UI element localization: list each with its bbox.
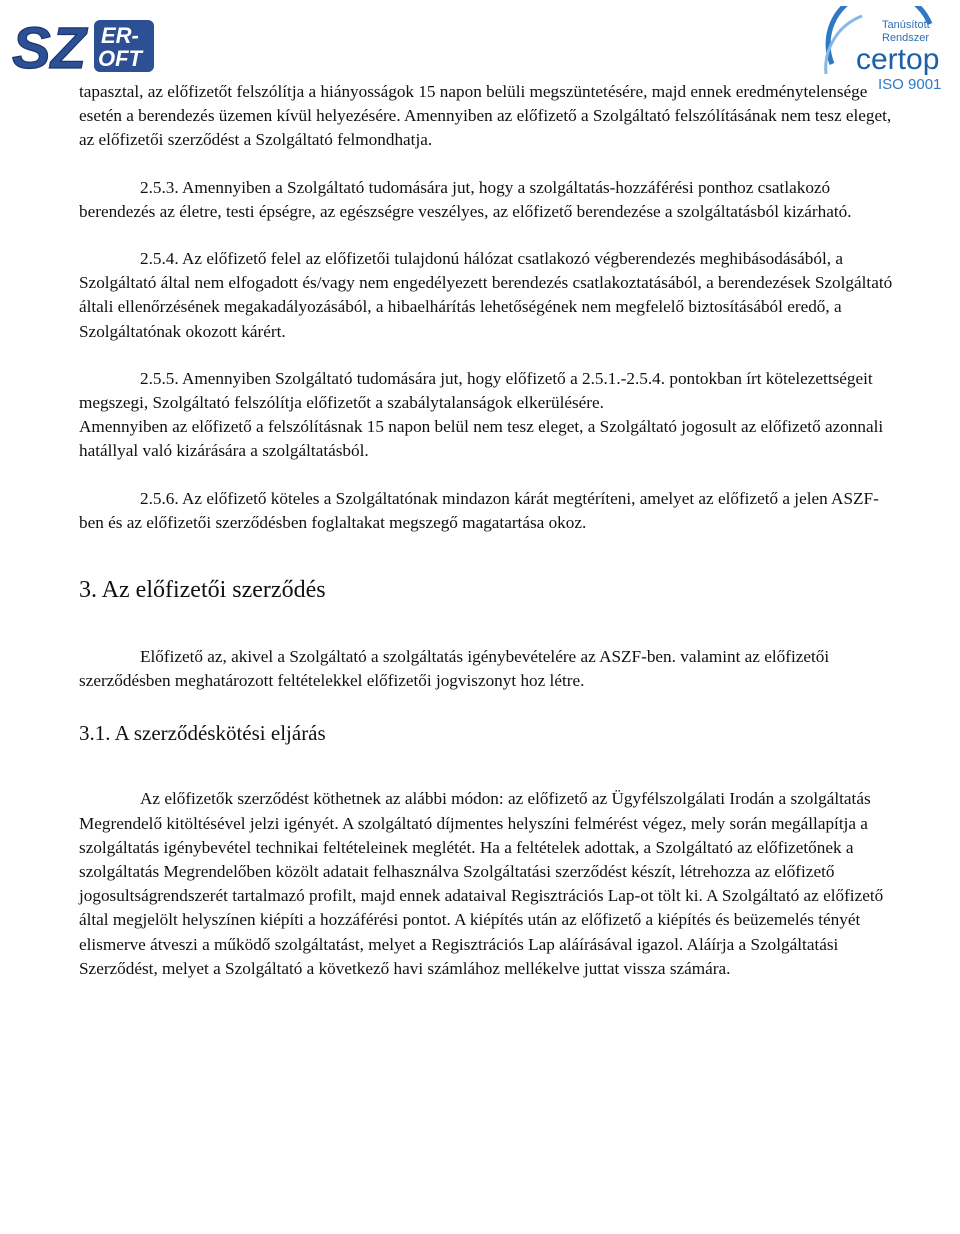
iso-9001-label: ISO 9001: [878, 76, 942, 93]
paragraph-intro: tapasztal, az előfizetőt felszólítja a hiányosságok 15 napon belüli megszüntetésére, majd ennek eredménytelensége esetén a berendezés üzemen kívül helyezésére. Amennyiben az előfizető a Szolgáltató felszólításának nem tesz eleget, az előfizetői szerződést a Szolgáltató felmondhatja.: [79, 82, 892, 150]
szeroft-logo: [8, 10, 158, 78]
section-heading-3-1: 3.1. A szerződéskötési eljárás: [79, 721, 326, 746]
document-body: [79, 80, 894, 981]
paragraph-2-5-4: 2.5.4. Az előfizető felel az előfizetői tulajdonú hálózat csatlakozó végberendezés meghibásodásából, a Szolgáltató által nem elfogadott és/vagy nem engedélyezett berendezés csatlakoztatásából, a berendezések Szolgáltató általi ellenőrzésének megakadályozásából, a hibaelhárítás lehetőségének nem megfelelő biztosításából eredő, a Szolgáltatónak okozott kárért.: [79, 249, 893, 341]
logo-letters-er: ER-: [101, 23, 139, 48]
certop-brand: certop: [856, 43, 940, 76]
paragraph-2-5-5-continued: Amennyiben az előfizető a felszólításnak 15 napon belül nem tesz eleget, a Szolgáltató jogosult az előfizető azonnali hatállyal való kizárására a szolgáltatásból.: [79, 417, 884, 461]
paragraph-2-5-5: 2.5.5. Amennyiben Szolgáltató tudomására jut, hogy előfizető a 2.5.1.-2.5.4. pontokban írt kötelezettségeit megszegi, Szolgáltató felszólítja előfizetőt a szabálytalanságok elkerülésére.: [79, 368, 873, 413]
logo-letters-sz: SZ: [12, 16, 87, 78]
certified-label-line1: Tanúsított: [882, 19, 930, 31]
paragraph-section-3-1: Az előfizetők szerződést köthetnek az alábbi módon: az előfizető az Ügyfélszolgálati Irodán a szolgáltatás Megrendelő kitöltésével jelzi igényét. A szolgáltató díjmentes helyszíni felmérést végez, mely során megállapítja a szolgáltatás igénybevétel technikai feltételeinek meglétét. Ha a feltételek adottak, a Szolgáltató az előfizetőnek a szolgáltatás Megrendelőben közölt adatait felhasználva Szolgáltatási szerződést készít, létrehozza az előfizető jogosultságrendszerét tartalmazó profilt, majd ennek adataival Regisztrációs Lap-ot tölt ki. A Szolgáltató az előfizető által megjelölt helyszínen kiépíti a hozzáférési pontot. A kiépítés után az előfizető a kiépítés és beüzemelés tényét elismerve átveszi a működő szolgáltatást, melyet a Regisztrációs Lap aláírásával igazol. Aláírja a Szolgáltatási Szerződést, melyet a Szolgáltató a következő havi számlához mellékelve juttat vissza számára.: [79, 789, 884, 978]
paragraph-section-3: Előfizető az, akivel a Szolgáltató a szolgáltatás igénybevételére az ASZF-ben. valamint az előfizetői szerződésben meghatározott feltételekkel előfizetői jogviszonyt hoz létre.: [79, 647, 830, 691]
section-heading-3: 3. Az előfizetői szerződés: [79, 577, 326, 604]
logo-letters-oft: OFT: [98, 46, 142, 71]
paragraph-2-5-3: 2.5.3. Amennyiben a Szolgáltató tudomására jut, hogy a szolgáltatás-hozzáférési ponthoz csatlakozó berendezés az életre, testi épségre, az egészségre veszélyes, az előfizető berendezése a szolgáltatásból kizárható.: [79, 177, 852, 221]
certified-label-line2: Rendszer: [882, 32, 930, 44]
paragraph-2-5-6: 2.5.6. Az előfizető köteles a Szolgáltatónak mindazon kárát megtéríteni, amelyet az előfizető a jelen ASZF-ben és az előfizetői szerződésben foglaltakat megszegő magatartása okoz.: [79, 488, 879, 532]
